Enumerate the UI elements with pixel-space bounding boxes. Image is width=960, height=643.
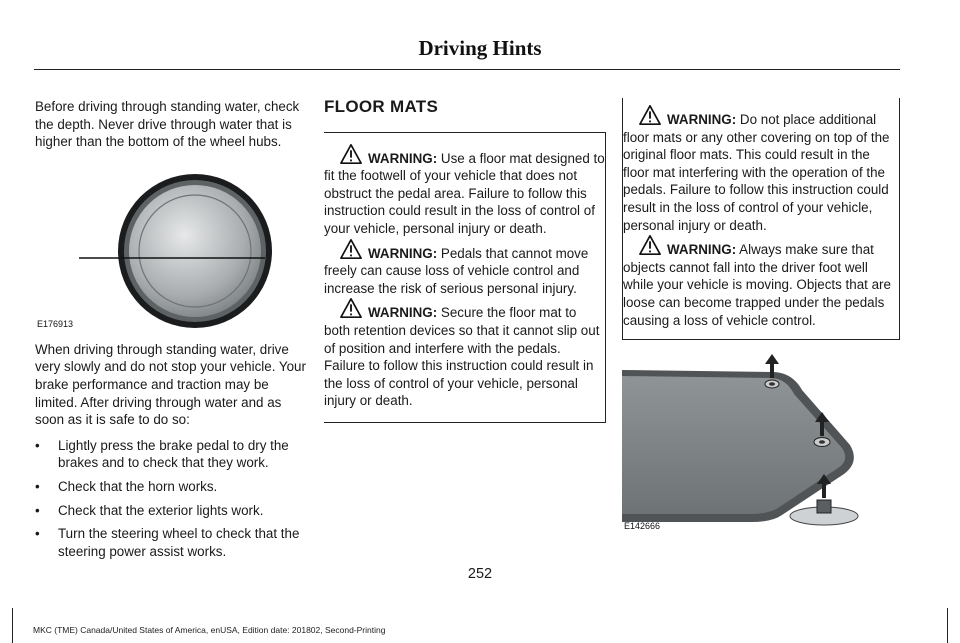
list-item-text: Check that the horn works.	[58, 478, 218, 494]
column-middle	[324, 98, 606, 423]
after-water-checklist	[35, 437, 307, 561]
warning-item	[324, 143, 605, 238]
warning-item	[623, 104, 899, 234]
floor-mat-illustration	[622, 350, 900, 530]
warning-item	[324, 238, 605, 298]
bullet-marker: •	[35, 502, 40, 518]
warning-text: Always make sure that objects cannot fall into the driver foot well while your vehicle is moving. Objects that are loose can become trapped under the pedals causing a loss of vehicle control.	[623, 242, 891, 328]
list-item	[35, 437, 307, 472]
warning-triangle-icon	[639, 104, 661, 126]
list-item	[35, 478, 307, 496]
warning-text: Do not place additional floor mats or any other covering on top of the original floor mats. This could result in the floor mat interfering with the operation of the pedals. Failure to follow this instruction could result in the loss of control of your vehicle, personal injury or death.	[623, 112, 890, 233]
page-title: Driving Hints	[418, 36, 542, 60]
warning-triangle-icon	[340, 143, 362, 165]
list-item	[35, 502, 307, 520]
list-item	[35, 525, 307, 560]
warning-text: Secure the floor mat to both retention devices so that it cannot slip out of position and interfere with the pedals. Failure to follow this instruction could result in the loss of control of your vehicle, personal injury or death.	[324, 305, 600, 409]
warning-triangle-icon	[639, 234, 661, 256]
warning-triangle-icon	[340, 297, 362, 319]
warning-label: WARNING:	[667, 242, 737, 258]
warning-label: WARNING:	[368, 305, 438, 321]
warning-triangle-icon	[340, 238, 362, 260]
bullet-marker: •	[35, 437, 40, 453]
crop-mark-left	[12, 608, 13, 643]
bullet-marker: •	[35, 478, 40, 494]
warning-text: Pedals that cannot move freely can cause loss of vehicle control and increase the risk of serious personal injury.	[324, 245, 589, 296]
section-title: FLOOR MATS	[324, 97, 439, 116]
crop-mark-right	[947, 608, 948, 643]
warning-item	[324, 297, 605, 410]
figure-code: E142666	[624, 521, 661, 532]
floor-mat-figure	[622, 350, 900, 530]
column-left	[35, 98, 307, 566]
wheel-hub-figure	[35, 159, 307, 329]
warning-item	[623, 234, 899, 329]
list-item-text: Lightly press the brake pedal to dry the brakes and to check that they work.	[58, 437, 289, 471]
list-item-text: Turn the steering wheel to check that the steering power assist works.	[58, 526, 300, 559]
after-water-paragraph: When driving through standing water, drive very slowly and do not stop your vehicle. Your brake performance and traction may be limited. After driving through water and as soon as it is safe to do so:	[35, 341, 306, 428]
warning-box	[622, 98, 900, 340]
warning-text: Use a floor mat designed to fit the footwell of your vehicle that does not obstruct the pedal area. Failure to follow this instruction could result in the loss of control of your vehicle, personal injury or death.	[324, 150, 605, 236]
warning-label: WARNING:	[368, 150, 438, 166]
figure-code: E176913	[37, 318, 74, 329]
header-rule	[34, 69, 900, 70]
warning-box	[324, 132, 606, 423]
bullet-marker: •	[35, 526, 40, 542]
column-right	[622, 98, 900, 530]
warning-label: WARNING:	[667, 112, 737, 127]
warning-label: WARNING:	[368, 245, 438, 261]
page-number: 252	[467, 566, 493, 582]
list-item-text: Check that the exterior lights work.	[58, 502, 264, 518]
edition-footer: MKC (TME) Canada/United States of America, enUSA, Edition date: 201802, Second-Printing	[33, 625, 386, 635]
intro-paragraph: Before driving through standing water, check the depth. Never drive through water that is higher than the bottom of the wheel hubs.	[35, 99, 300, 150]
wheel-hub-illustration	[35, 159, 307, 329]
